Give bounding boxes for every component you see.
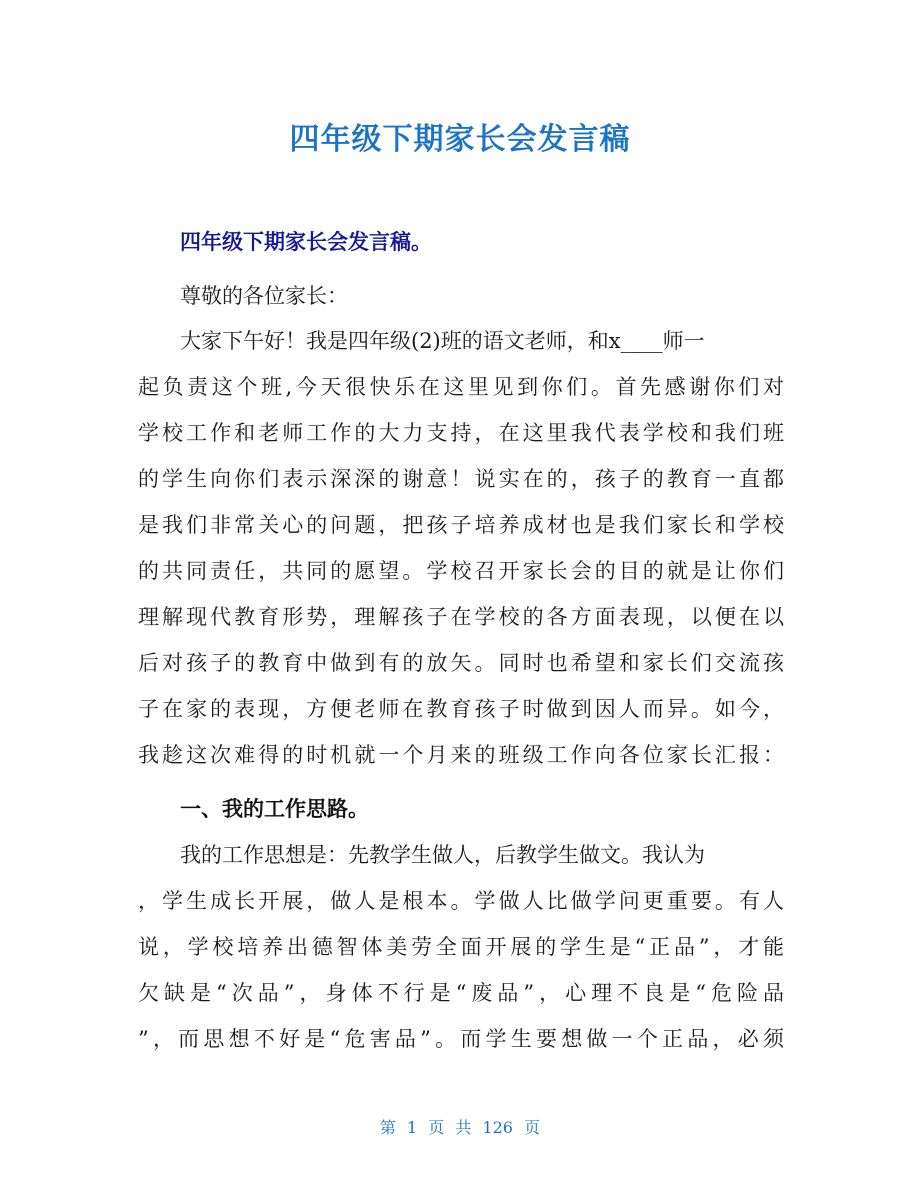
- paragraph2-line: ，学生成长开展，做人是根本。学做人比做学问更重要。有人: [138, 889, 784, 913]
- paragraph2-line: 我的工作思想是：先教学生做人，后教学生做文。我认为: [180, 843, 705, 867]
- paragraph2-line: 说，学校培养出德智体美劳全面开展的学生是“正品”，才能: [138, 935, 784, 959]
- paragraph1-line: 的共同责任，共同的愿望。学校召开家长会的目的就是让你们: [138, 559, 784, 583]
- paragraph1-line: 学校工作和老师工作的大力支持，在这里我代表学校和我们班: [138, 421, 784, 445]
- paragraph2-line: 欠缺是“次品”，身体不行是“废品”，心理不良是“危险品: [138, 981, 784, 1005]
- document-title: 四年级下期家长会发言稿: [289, 122, 631, 157]
- paragraph1-line: 大家下午好！我是四年级(2)班的语文老师，和x____师一: [180, 329, 705, 353]
- paragraph1-line: 我趁这次难得的时机就一个月来的班级工作向各位家长汇报：: [138, 743, 784, 767]
- paragraph1-line: 理解现代教育形势，理解孩子在学校的各方面表现，以便在以: [138, 605, 784, 629]
- paragraph1-line: 后对孩子的教育中做到有的放矢。同时也希望和家长们交流孩: [138, 651, 784, 675]
- greeting: 尊敬的各位家长：: [180, 284, 348, 308]
- paragraph1-line: 起负责这个班,今天很快乐在这里见到你们。首先感谢你们对: [138, 375, 784, 399]
- paragraph1-line: 的学生向你们表示深深的谢意！说实在的，孩子的教育一直都: [138, 467, 784, 491]
- paragraph1-line: 子在家的表现，方便老师在教育孩子时做到因人而异。如今，: [138, 697, 784, 721]
- page-number-footer: 第 1 页 共 126 页: [379, 1118, 541, 1137]
- paragraph1-line: 是我们非常关心的问题，把孩子培养成材也是我们家长和学校: [138, 513, 784, 537]
- section-heading: 一、我的工作思路。: [180, 797, 369, 821]
- paragraph2-line: ”，而思想不好是“危害品”。而学生要想做一个正品，必须: [138, 1027, 784, 1051]
- document-subtitle: 四年级下期家长会发言稿。: [180, 230, 432, 254]
